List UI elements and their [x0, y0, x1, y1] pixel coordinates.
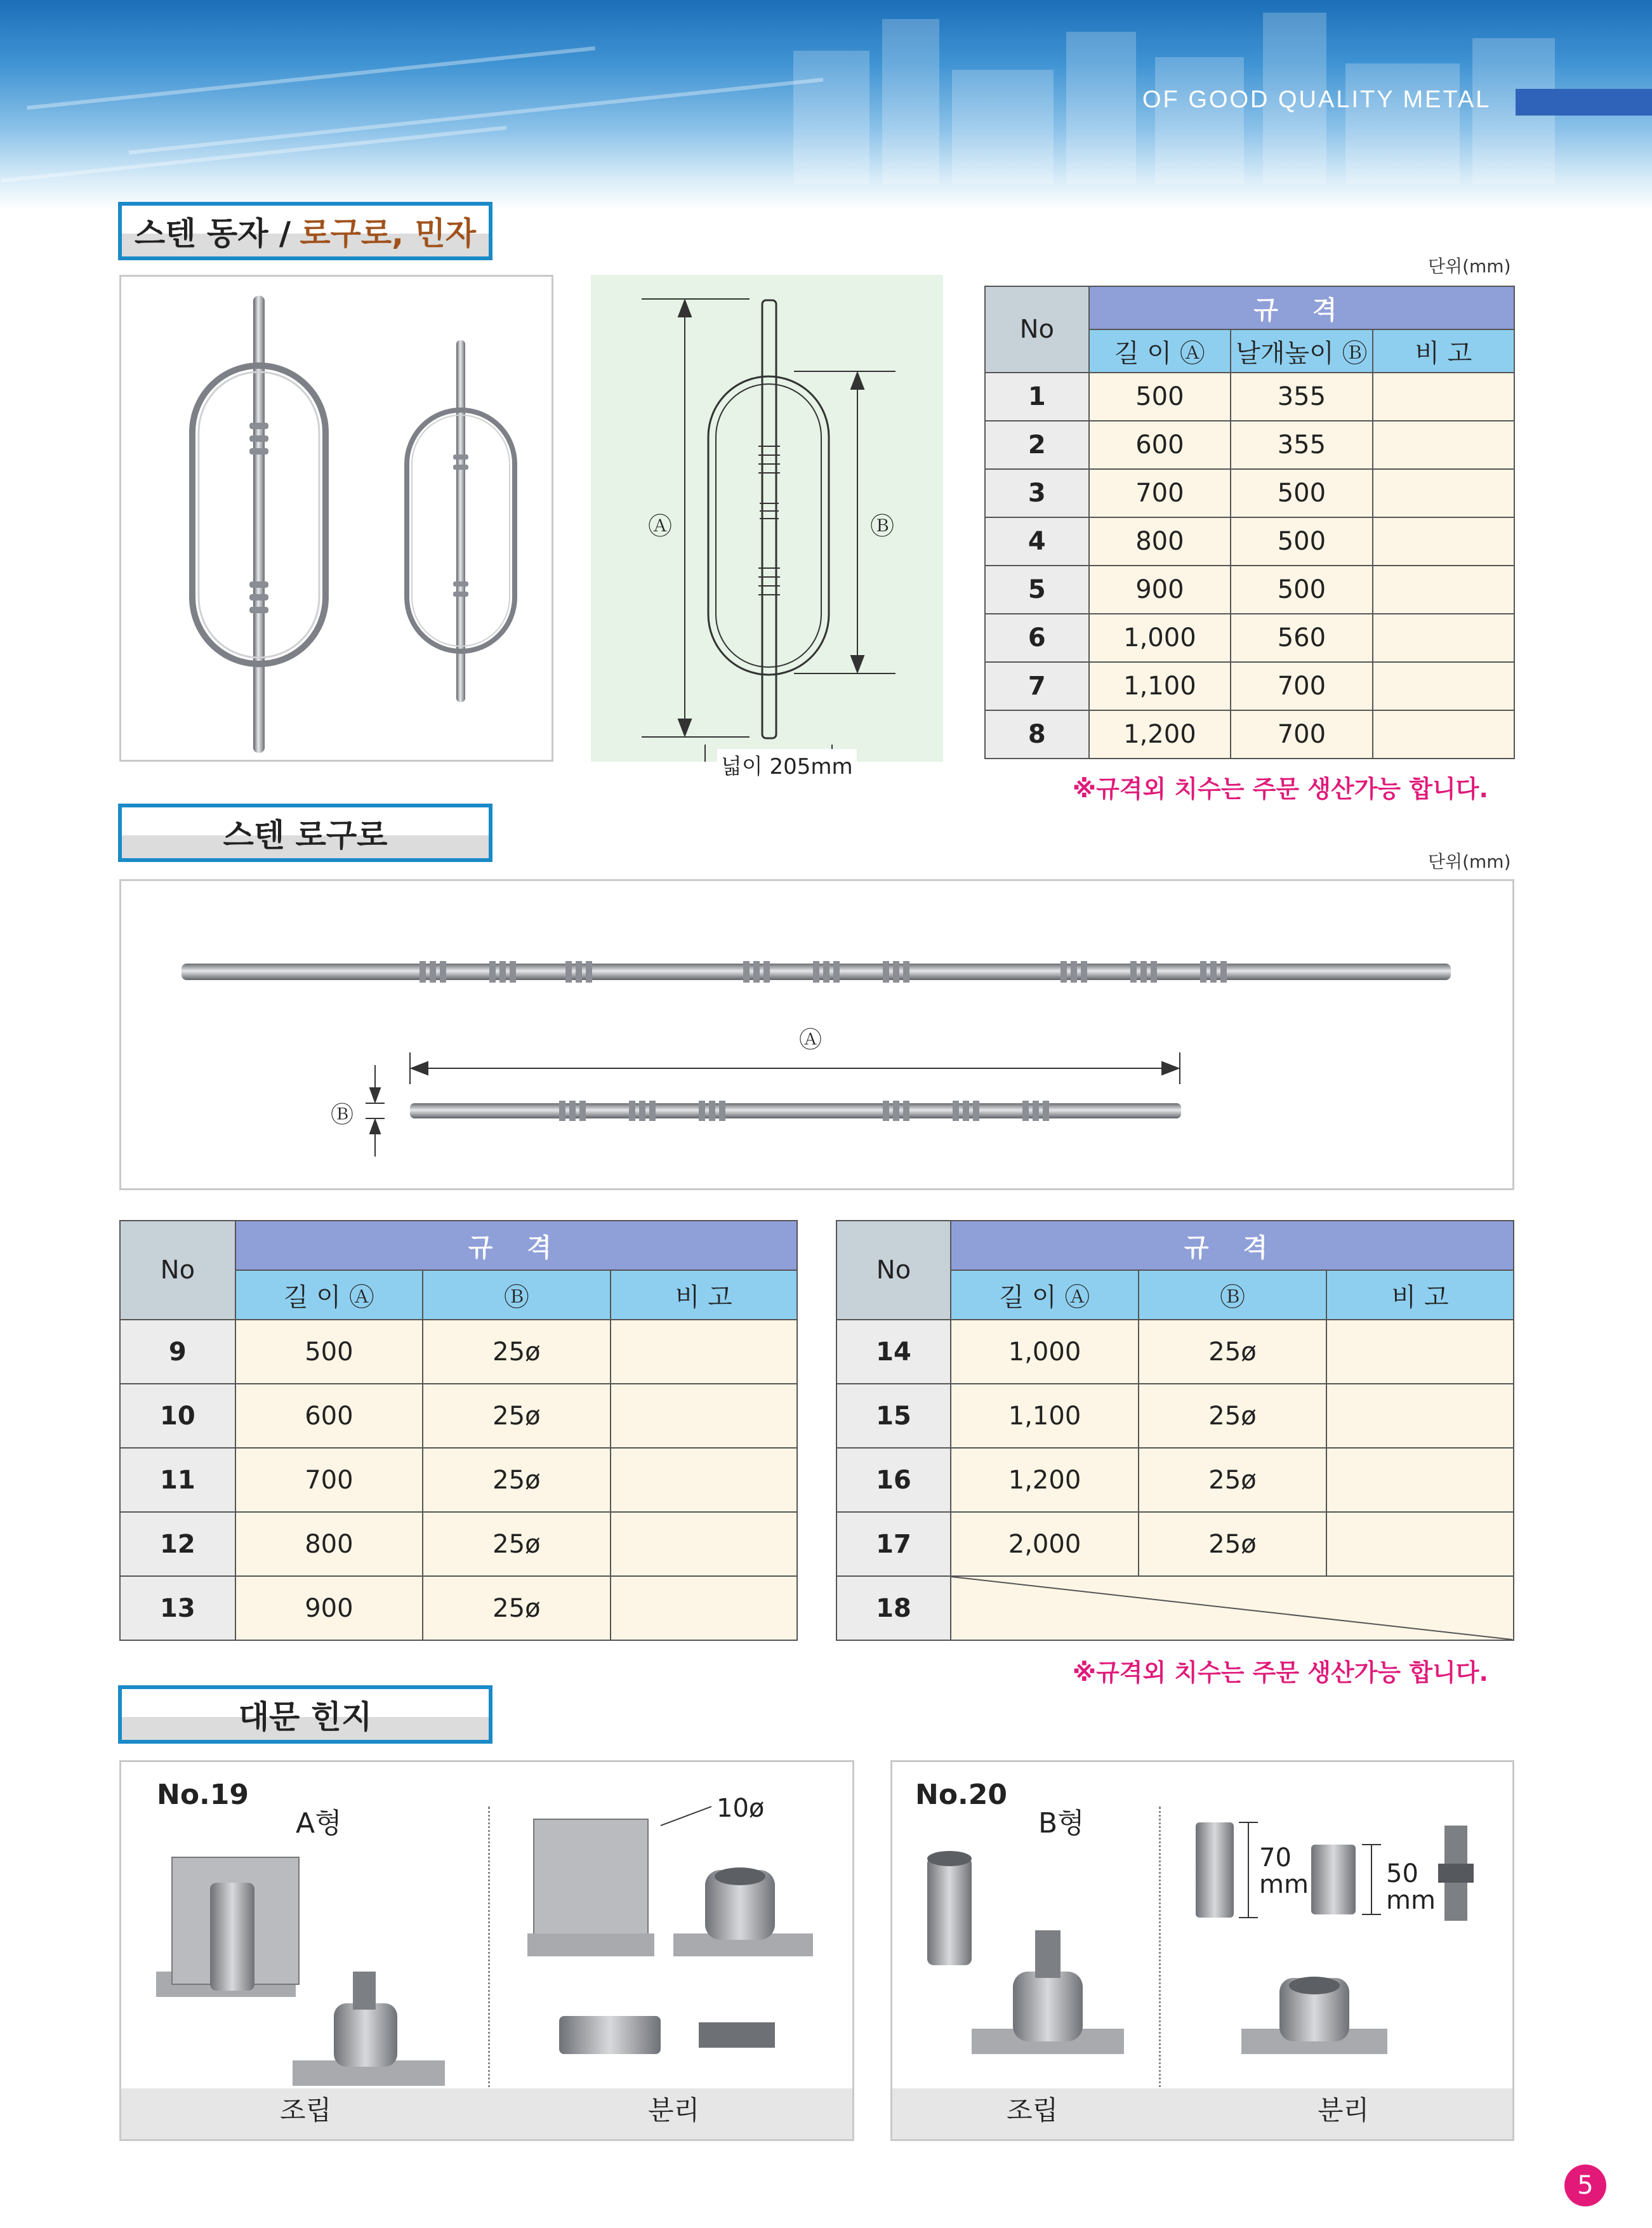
hinge-b-caption-bar [892, 2088, 1512, 2139]
page-number: 5 [1564, 2165, 1606, 2206]
table-row: 10 600 25ø [120, 1384, 797, 1448]
section3-title [118, 1685, 492, 1744]
section2-spec-table-left [119, 1220, 798, 1641]
table-header-length: 길 이 Ⓐ [235, 1270, 423, 1320]
section1-title-accent: 로구로, 민자 [300, 215, 477, 252]
table-header-no: No [120, 1221, 235, 1320]
table-row: 11 700 25ø [120, 1448, 797, 1512]
table-header-note: 비 고 [1326, 1270, 1514, 1320]
table-header-length: 길 이 Ⓐ [951, 1270, 1139, 1320]
diagram-width-note: 넓이 205mm [717, 749, 857, 780]
diagram-label-b: Ⓑ [870, 512, 895, 540]
table-row: 2 600 355 [985, 421, 1514, 469]
section1-spec-table [984, 286, 1515, 759]
hinge-b-panel [890, 1760, 1514, 2141]
hinge-b-caption-separated: 분리 [1318, 2095, 1370, 2126]
diagonal-strike [951, 1577, 1512, 1640]
table-header-b: Ⓑ [423, 1270, 610, 1320]
table-header-no: No [836, 1221, 951, 1320]
section2-unit: 단위(mm) [1428, 851, 1511, 872]
hinge-b-label: No.20 [915, 1779, 1007, 1811]
header-accent-bar [1516, 89, 1652, 116]
table-row: 7 1,100 700 [985, 662, 1514, 710]
hinge-b-caption-assembled: 조립 [1007, 2095, 1059, 2126]
empty-row-cell [951, 1576, 1514, 1640]
section3-title-text: 대문 힌지 [238, 1699, 373, 1735]
table-row: 5 900 500 [985, 566, 1514, 614]
section1-note: ※규격외 치수는 주문 생산가능 합니다. [1073, 775, 1488, 803]
hinge-a-label: No.19 [157, 1779, 249, 1811]
table-row: 4 800 500 [985, 517, 1514, 566]
hinge-a-type: A형 [296, 1807, 342, 1840]
hinge-a-caption-separated: 분리 [648, 2095, 700, 2126]
hinge-a-caption-assembled: 조립 [280, 2095, 332, 2126]
table-row: 18 [836, 1576, 1514, 1640]
table-header-note: 비 고 [611, 1270, 797, 1320]
baluster-photo [119, 275, 553, 762]
hinge-b-illustration [892, 1762, 1512, 2092]
section1-title [118, 202, 492, 260]
baluster-photo-illustration [121, 277, 552, 760]
table-row: 3 700 500 [985, 469, 1514, 517]
hinge-a-panel [119, 1760, 854, 2141]
table-header-height: 날개높이 Ⓑ [1231, 329, 1372, 373]
table-header-spec: 규 격 [1089, 286, 1514, 329]
section2-spec-table-right [836, 1220, 1514, 1641]
table-header-length: 길 이 Ⓐ [1089, 329, 1231, 373]
section1-unit: 단위(mm) [1428, 256, 1511, 277]
rod-diagram [119, 879, 1514, 1190]
hinge-a-pin-size: 10ø [717, 1794, 765, 1823]
section2-note: ※규격외 치수는 주문 생산가능 합니다. [1073, 1659, 1488, 1687]
section1-title-main: 스텐 동자 / [134, 215, 291, 252]
table-row: 16 1,200 25ø [836, 1448, 1514, 1512]
table-row: 6 1,000 560 [985, 614, 1514, 662]
baluster-diagram [591, 275, 943, 762]
table-row: 15 1,100 25ø [836, 1384, 1514, 1448]
section2-title [118, 804, 492, 862]
rod-label-a: Ⓐ [799, 1027, 823, 1053]
table-header-note: 비 고 [1373, 329, 1514, 373]
table-row: 17 2,000 25ø [836, 1512, 1514, 1576]
hinge-b-type: B형 [1038, 1807, 1085, 1840]
diagram-label-a: Ⓐ [648, 512, 673, 540]
hinge-b-dim-50: 50 mm [1386, 1859, 1436, 1915]
table-row: 9 500 25ø [120, 1320, 797, 1384]
table-row: 1 500 355 [985, 373, 1514, 421]
table-header-spec: 규 격 [235, 1221, 797, 1270]
table-header-spec: 규 격 [951, 1221, 1514, 1270]
section2-title-text: 스텐 로구로 [223, 817, 388, 854]
rod-label-b: Ⓑ [331, 1102, 354, 1128]
table-row: 14 1,000 25ø [836, 1320, 1514, 1384]
table-row: 8 1,200 700 [985, 710, 1514, 759]
table-header-no: No [985, 286, 1089, 373]
table-row: 12 800 25ø [120, 1512, 797, 1576]
hinge-b-dim-70: 70 mm [1259, 1843, 1309, 1899]
table-header-b: Ⓑ [1139, 1270, 1326, 1320]
header-tagline: OF GOOD QUALITY METAL [1142, 86, 1491, 113]
hinge-a-caption-bar [121, 2088, 852, 2139]
header-banner [0, 0, 1652, 209]
table-row: 13 900 25ø [120, 1576, 797, 1640]
